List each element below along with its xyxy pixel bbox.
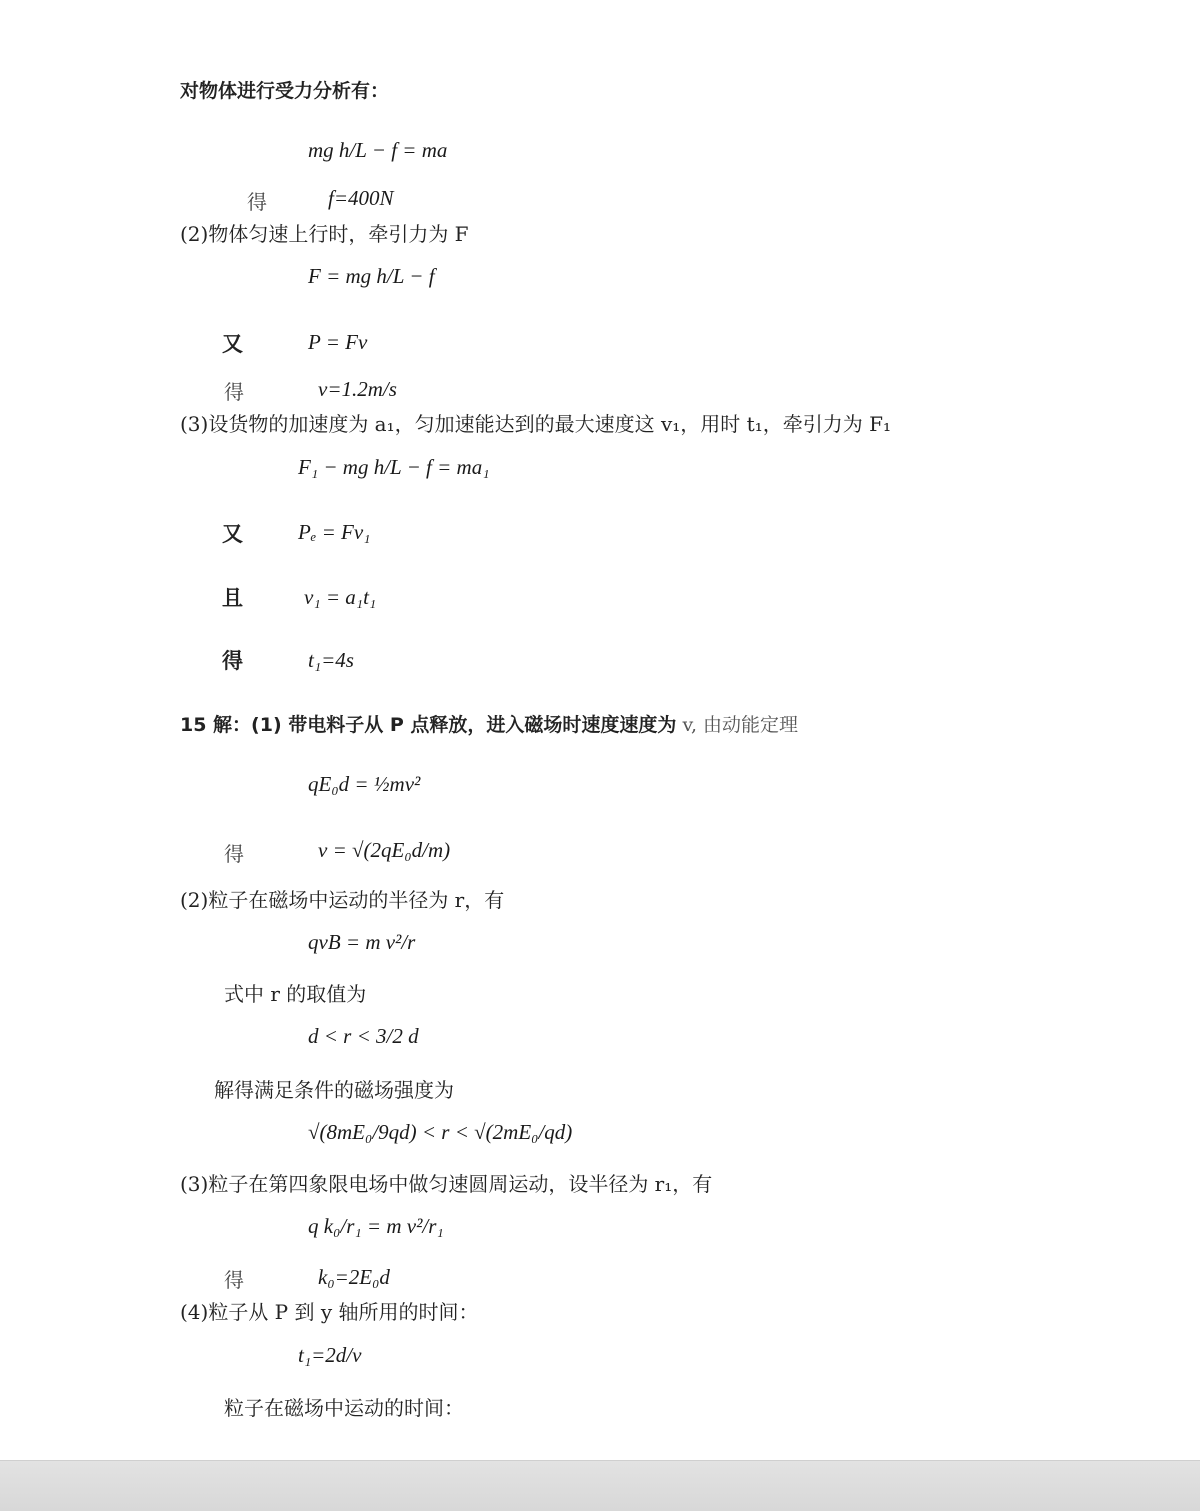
heading-force-analysis: 对物体进行受力分析有： bbox=[180, 80, 390, 102]
part-3-circular-statement: (3)粒子在第四象限电场中做匀速圆周运动，设半径为 r₁，有 bbox=[180, 1172, 713, 1196]
label-also: 又 bbox=[222, 522, 243, 546]
equation-velocity-result: v=1.2m/s bbox=[318, 377, 397, 401]
problem-15-main: 15 解：(1) 带电料子从 P 点释放，进入磁场时速度速度为 bbox=[180, 714, 677, 736]
equation-friction-result: f=400N bbox=[328, 186, 394, 210]
magnetic-time-statement: 粒子在磁场中运动的时间： bbox=[224, 1396, 464, 1420]
radius-range-statement: 式中 r 的取值为 bbox=[224, 982, 367, 1006]
part-2-statement: (2)物体匀速上行时，牵引力为 F bbox=[180, 222, 469, 246]
equation-force-balance: mg h/L − f = ma bbox=[308, 138, 448, 162]
label-result: 得 bbox=[224, 380, 244, 404]
label-result: 得 bbox=[224, 842, 244, 866]
label-result: 得 bbox=[224, 1268, 244, 1292]
field-strength-statement: 解得满足条件的磁场强度为 bbox=[214, 1078, 454, 1102]
equation-field-range: √(8mE₀/9qd) < r < √(2mE₀/qd) bbox=[308, 1120, 573, 1144]
problem-15-statement bbox=[180, 710, 798, 737]
label-and: 且 bbox=[222, 586, 243, 610]
equation-traction-force: F = mg h/L − f bbox=[308, 264, 435, 288]
equation-time-result: t₁=4s bbox=[308, 648, 354, 672]
equation-acceleration-force: F₁ − mg h/L − f = ma₁ bbox=[298, 455, 490, 479]
equation-time-to-axis: t₁=2d/v bbox=[298, 1343, 362, 1367]
part-2-radius-statement: (2)粒子在磁场中运动的半径为 r，有 bbox=[180, 888, 505, 912]
equation-k0-result: k₀=2E₀d bbox=[318, 1265, 390, 1289]
equation-speed-root: v = √(2qE₀d/m) bbox=[318, 838, 451, 862]
part-4-statement: (4)粒子从 P 到 y 轴所用的时间： bbox=[180, 1300, 479, 1324]
label-result: 得 bbox=[222, 649, 243, 673]
equation-power: P = Fv bbox=[308, 330, 368, 354]
equation-lorentz: qvB = m v²/r bbox=[308, 930, 416, 954]
part-3-statement: (3)设货物的加速度为 a₁，匀加速能达到的最大速度这 v₁，用时 t₁，牵引力为 F₁ bbox=[180, 412, 891, 436]
equation-rated-power: Pₑ = Fv₁ bbox=[298, 520, 371, 544]
label-result: 得 bbox=[247, 190, 267, 214]
problem-15-tail: v, 由动能定理 bbox=[676, 714, 799, 736]
equation-radius-range: d < r < 3/2 d bbox=[308, 1024, 419, 1048]
label-also: 又 bbox=[222, 332, 243, 356]
equation-circular-motion: q k₀/r₁ = m v²/r₁ bbox=[308, 1214, 444, 1238]
equation-velocity-time: v₁ = a₁t₁ bbox=[304, 585, 377, 609]
equation-energy-theorem: qE₀d = ½mv² bbox=[308, 772, 421, 796]
viewer-bottom-gutter bbox=[0, 1460, 1200, 1511]
